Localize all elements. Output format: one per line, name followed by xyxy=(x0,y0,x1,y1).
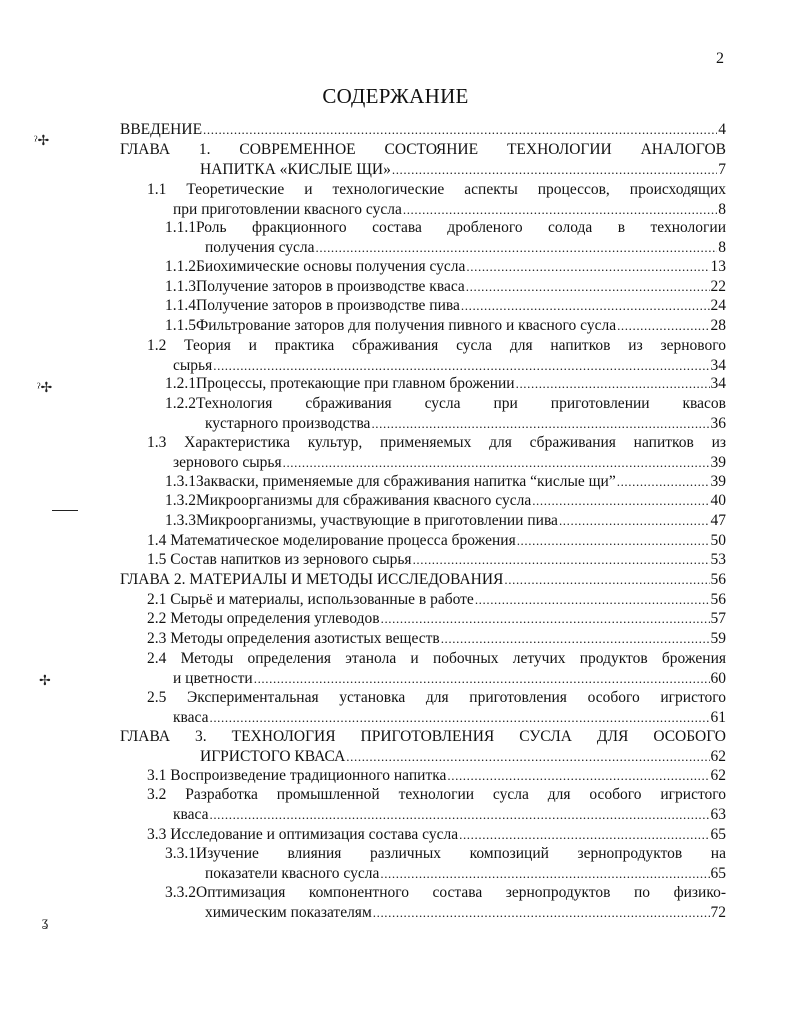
toc-leader-dots xyxy=(346,747,709,767)
toc-entry-text: НАПИТКА «КИСЛЫЕ ЩИ» xyxy=(200,160,391,178)
margin-mark: ʓ xyxy=(42,915,49,930)
toc-entry-line xyxy=(147,336,726,356)
toc-entry-line xyxy=(173,669,726,689)
toc-entry-line xyxy=(200,747,726,767)
toc-entry-text: 2.4 Методы определения этанола и побочных летучих продуктов брожения xyxy=(147,650,726,667)
toc-page-number: 65 xyxy=(710,864,726,882)
toc-entry-text: 3.3 Исследование и оптимизация состава сусла xyxy=(147,826,459,843)
toc-entry-line xyxy=(173,805,726,825)
toc-leader-dots xyxy=(516,374,710,394)
toc-leader-dots xyxy=(466,257,709,277)
toc-page-number: 34 xyxy=(710,375,726,392)
page-number: 2 xyxy=(716,50,724,67)
toc-entry-text: 1.1.2Биохимические основы получения сусла xyxy=(165,258,466,275)
toc-page-number: 60 xyxy=(710,669,726,687)
toc-entry-line xyxy=(205,238,726,258)
toc-entry-line xyxy=(147,180,726,200)
toc-page-number: 36 xyxy=(710,414,726,432)
toc-entry-line xyxy=(165,511,726,531)
margin-mark: ˀ✢ xyxy=(34,134,50,149)
toc-page-number: 65 xyxy=(710,826,726,843)
toc-entry-text: 1.2.2Технология сбраживания сусла при приготовлении квасов xyxy=(165,395,726,412)
toc-entry-text: 1.3.1Закваски, применяемые для сбраживания напитка “кислые щи” xyxy=(165,473,616,490)
toc-page-number: 59 xyxy=(710,630,726,647)
toc-entry-line xyxy=(165,883,726,903)
toc-entry-text: 3.1 Воспроизведение традиционного напитка xyxy=(147,767,447,784)
toc-leader-dots xyxy=(466,277,710,297)
toc-entry-line xyxy=(173,200,726,220)
toc-leader-dots xyxy=(517,531,710,551)
toc-entry-line xyxy=(120,570,726,590)
toc-entry-line xyxy=(200,160,726,180)
toc-page-number: 62 xyxy=(710,767,726,784)
toc-entry-text: 2.1 Сырьё и материалы, использованные в работе xyxy=(147,591,474,608)
toc-entry-text: ГЛАВА 1. СОВРЕМЕННОЕ СОСТОЯНИЕ ТЕХНОЛОГИИ АНАЛОГОВ xyxy=(120,141,726,158)
toc-entry-text: ГЛАВА 3. ТЕХНОЛОГИЯ ПРИГОТОВЛЕНИЯ СУСЛА ДЛЯ ОСОБОГО xyxy=(120,728,726,745)
toc-entry-line xyxy=(147,590,726,610)
toc-entry-text: показатели квасного сусла xyxy=(205,864,380,882)
toc-page-number: 22 xyxy=(710,278,726,295)
toc-page-number: 72 xyxy=(710,903,726,921)
toc-entry-line xyxy=(165,491,726,511)
toc-leader-dots xyxy=(209,805,709,825)
toc-entry-text: кустарного производства xyxy=(205,414,371,432)
toc-entry-line xyxy=(165,394,726,414)
page-title: СОДЕРЖАНИЕ xyxy=(322,84,469,108)
toc-entry-text: кваса xyxy=(173,708,209,726)
toc-entry-text: 1.1.4Получение заторов в производстве пива xyxy=(165,297,460,314)
toc-entry-text: получения сусла xyxy=(205,238,315,256)
toc-page-number: 50 xyxy=(710,532,726,549)
toc-entry-text: 1.1 Теоретические и технологические аспекты процессов, происходящих xyxy=(147,181,726,198)
toc-entry-text: 1.3.3Микроорганизмы, участвующие в приготовлении пива xyxy=(165,512,558,529)
toc-page-number: 56 xyxy=(710,571,726,588)
toc-entry-text: 1.3 Характеристика культур, применяемых для сбраживания напитков из xyxy=(147,434,726,451)
toc-leader-dots xyxy=(213,356,709,376)
toc-entry-line xyxy=(120,727,726,747)
toc-page-number: 7 xyxy=(718,160,726,178)
toc-page-number: 28 xyxy=(710,317,726,334)
toc-entry-line xyxy=(120,140,726,160)
toc-entry-text: 1.5 Состав напитков из зернового сырья xyxy=(147,551,412,568)
toc-entry-text: 1.2 Теория и практика сбраживания сусла для напитков из зернового xyxy=(147,337,726,354)
toc-entry-line xyxy=(147,688,726,708)
toc-page-number: 8 xyxy=(718,200,726,218)
toc-entry-text: зернового сырья xyxy=(173,453,282,471)
toc-entry-line xyxy=(147,609,726,629)
toc-leader-dots xyxy=(504,570,709,590)
toc-entry-line xyxy=(147,550,726,570)
toc-entry-line xyxy=(173,708,726,728)
toc-entry-text: 2.3 Методы определения азотистых веществ xyxy=(147,630,440,647)
toc-entry-text: 2.2 Методы определения углеводов xyxy=(147,610,380,627)
toc-entry-text: 1.1.3Получение заторов в производстве кваса xyxy=(165,278,465,295)
toc-leader-dots xyxy=(617,316,709,336)
toc-page-number: 24 xyxy=(710,297,726,314)
toc-leader-dots xyxy=(459,825,709,845)
toc-leader-dots xyxy=(380,864,709,884)
margin-mark: ✢ xyxy=(39,674,51,689)
toc-page-number: 53 xyxy=(710,551,726,568)
toc-entry-line xyxy=(165,374,726,394)
toc-page-number: 62 xyxy=(710,747,726,765)
toc-entry-line xyxy=(165,218,726,238)
toc-page-number: 34 xyxy=(710,356,726,374)
toc-entry-text: 1.3.2Микроорганизмы для сбраживания квасного сусла xyxy=(165,492,532,509)
toc-leader-dots xyxy=(403,200,717,220)
toc-entry-line xyxy=(165,472,726,492)
toc-leader-dots xyxy=(559,511,710,531)
toc-entry-line xyxy=(165,316,726,336)
margin-mark: ˀ✢ xyxy=(37,381,53,396)
toc-page-number: 8 xyxy=(718,238,726,256)
toc-entry-line xyxy=(147,531,726,551)
toc-leader-dots xyxy=(441,629,710,649)
toc-entry-text: при приготовлении квасного сусла xyxy=(173,200,402,218)
toc-entry-line xyxy=(205,903,726,923)
toc-entry-line xyxy=(165,257,726,277)
toc-entry-text: 1.2.1Процессы, протекающие при главном брожении xyxy=(165,375,515,392)
toc-leader-dots xyxy=(283,453,710,473)
toc-entry-line xyxy=(173,356,726,376)
toc-entry-line xyxy=(165,277,726,297)
toc-page-number: 56 xyxy=(710,591,726,608)
toc-entry-line xyxy=(147,766,726,786)
toc-entry-text: и цветности xyxy=(173,669,253,687)
toc-page-number: 57 xyxy=(710,610,726,627)
toc-leader-dots xyxy=(209,708,709,728)
toc-page-number: 40 xyxy=(710,492,726,509)
toc-leader-dots xyxy=(203,120,717,140)
toc-entry-line xyxy=(205,864,726,884)
toc-entry-text: 3.3.1Изучение влияния различных композиций зернопродуктов на xyxy=(165,845,726,862)
toc-entry-text: химическим показателям xyxy=(205,903,372,921)
toc-page-number: 61 xyxy=(710,708,726,726)
toc-entry-line xyxy=(165,296,726,316)
toc-leader-dots xyxy=(254,669,710,689)
toc-entry-line xyxy=(147,825,726,845)
toc-leader-dots xyxy=(373,903,710,923)
toc-entry-line xyxy=(147,629,726,649)
toc-leader-dots xyxy=(447,766,709,786)
toc-leader-dots xyxy=(413,550,710,570)
toc-entry-text: 3.2 Разработка промышленной технологии сусла для особого игристого xyxy=(147,786,726,803)
toc-page-number: 39 xyxy=(710,473,726,490)
toc-entry-text: ГЛАВА 2. МАТЕРИАЛЫ И МЕТОДЫ ИССЛЕДОВАНИЯ xyxy=(120,571,504,588)
toc-entry-text: 1.1.5Фильтрование заторов для получения пивного и квасного сусла xyxy=(165,317,617,334)
toc-entry-text: сырья xyxy=(173,356,213,374)
toc-entry-line xyxy=(147,433,726,453)
toc-leader-dots xyxy=(475,590,710,610)
toc-entry-line xyxy=(173,453,726,473)
toc-entry-text: кваса xyxy=(173,805,209,823)
toc-entry-line xyxy=(120,120,726,140)
toc-entry-text: ВВЕДЕНИЕ xyxy=(120,121,203,138)
toc-page-number: 4 xyxy=(718,121,726,138)
toc-leader-dots xyxy=(617,472,710,492)
toc-entry-line xyxy=(147,785,726,805)
toc-leader-dots xyxy=(316,238,718,258)
toc-entry-text: ИГРИСТОГО КВАСА xyxy=(200,747,346,765)
toc-entry-text: 2.5 Экспериментальная установка для приготовления особого игристого xyxy=(147,689,726,706)
toc-leader-dots xyxy=(461,296,710,316)
toc-page-number: 13 xyxy=(710,258,726,275)
toc-leader-dots xyxy=(532,491,709,511)
toc-entry-text: 3.3.2Оптимизация компонентного состава зернопродуктов по физико- xyxy=(165,884,726,901)
toc-page-number: 63 xyxy=(710,805,726,823)
toc-entry-line xyxy=(147,649,726,669)
toc-entry-text: 1.4 Математическое моделирование процесса брожения xyxy=(147,532,516,549)
toc-page-number: 39 xyxy=(710,453,726,471)
toc-leader-dots xyxy=(381,609,710,629)
toc-entry-line xyxy=(205,414,726,434)
toc-entry-line xyxy=(165,844,726,864)
toc-leader-dots xyxy=(392,160,717,180)
toc-entry-text: 1.1.1Роль фракционного состава дробленого солода в технологии xyxy=(165,219,726,236)
toc-leader-dots xyxy=(371,414,709,434)
toc-page-number: 47 xyxy=(710,512,726,529)
